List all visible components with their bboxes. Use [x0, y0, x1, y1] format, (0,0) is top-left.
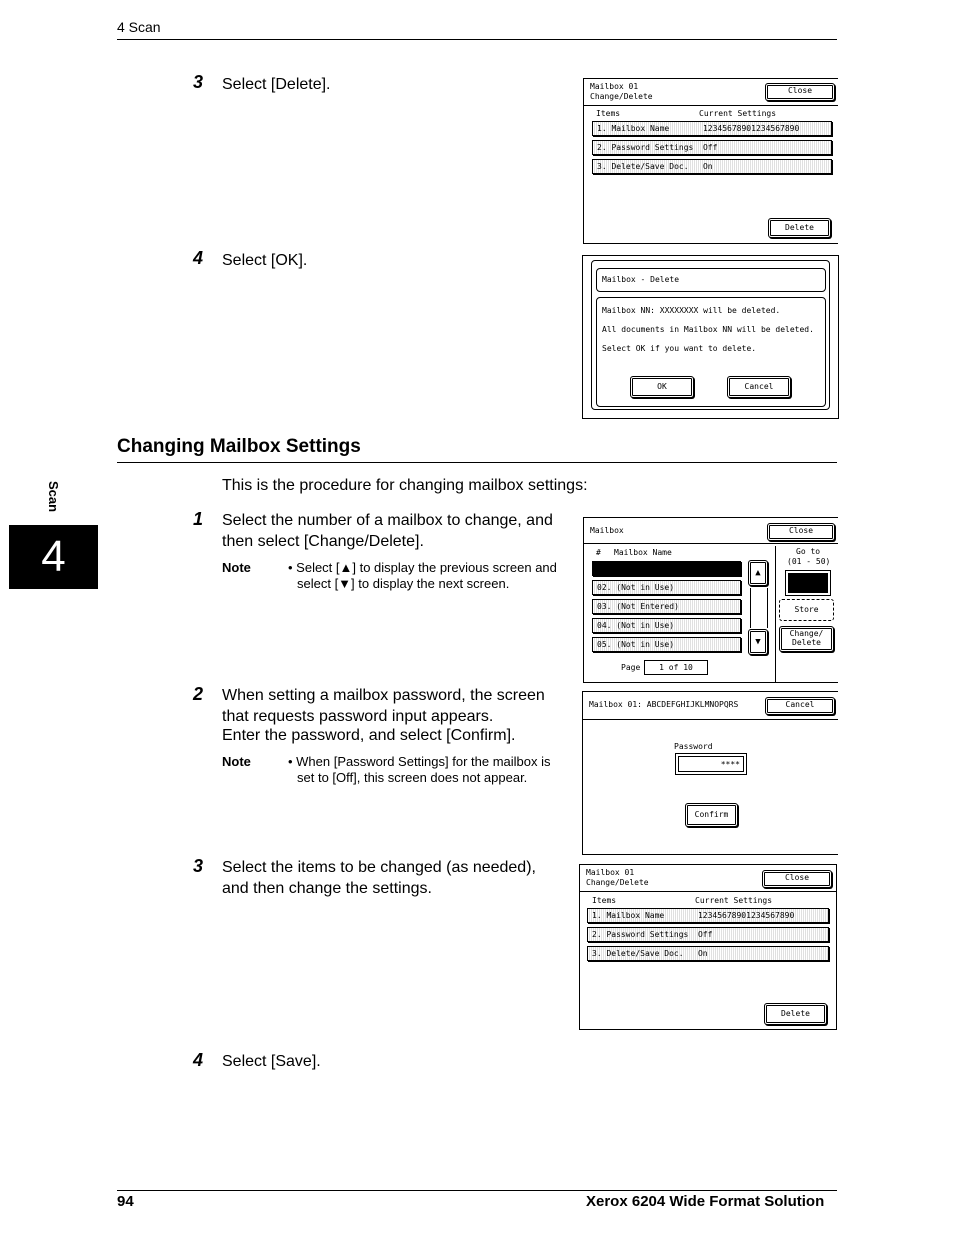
password-input[interactable]: ****	[675, 753, 747, 775]
dialog-title: Mailbox - Delete	[602, 275, 680, 284]
step-text: Enter the password, and select [Confirm].	[222, 727, 516, 744]
side-chapter-label: Scan	[46, 481, 61, 513]
page-number: 94	[117, 1193, 134, 1210]
step-number: 4	[193, 248, 204, 268]
footer-rule	[117, 1190, 837, 1191]
change-delete-label: Delete	[792, 638, 821, 647]
settings-row[interactable]: 3. Delete/Save Doc. On	[592, 159, 832, 174]
step-text: and then change the settings.	[222, 880, 432, 897]
password-screen	[582, 691, 838, 855]
step-number: 3	[193, 72, 204, 92]
change-delete-label: Change/	[789, 629, 824, 638]
ok-button[interactable]: OK	[630, 376, 694, 398]
scroll-down-button[interactable]	[748, 629, 768, 655]
delete-button[interactable]: Delete	[768, 218, 831, 238]
note-text: set to [Off], this screen does not appear.	[297, 770, 528, 785]
items-header: Items	[592, 896, 617, 905]
note-text: • When [Password Settings] for the mailbox is	[288, 754, 551, 769]
product-name: Xerox 6204 Wide Format Solution	[586, 1193, 825, 1210]
goto-input[interactable]	[785, 570, 831, 596]
step-text: that requests password input appears.	[222, 708, 494, 725]
step-text: then select [Change/Delete].	[222, 533, 424, 550]
section-intro: This is the procedure for changing mailbox settings:	[222, 477, 588, 494]
dialog-message: Mailbox NN: XXXXXXXX will be deleted.	[602, 306, 781, 315]
current-settings-header: Current Settings	[695, 896, 773, 905]
screen-title: Mailbox 01	[586, 868, 635, 877]
mailbox-list-screen	[583, 517, 838, 683]
dialog-message: Select OK if you want to delete.	[602, 344, 757, 353]
settings-row[interactable]: 1. Mailbox Name 12345678901234567890	[592, 121, 832, 136]
mailbox-row-selected[interactable]	[592, 561, 741, 576]
cancel-button[interactable]: Cancel	[727, 376, 791, 398]
note-text: • Select [▲] to display the previous screen and	[288, 560, 557, 575]
change-delete-screen	[583, 78, 838, 244]
note-text: select [▼] to display the next screen.	[297, 576, 510, 591]
mailbox-row[interactable]: 05. (Not in Use)	[592, 637, 741, 652]
scrollbar-track[interactable]	[750, 588, 768, 628]
screen-subtitle: Change/Delete	[586, 878, 649, 887]
change-delete-button[interactable]	[779, 626, 834, 652]
settings-row[interactable]: 1. Mailbox Name 12345678901234567890	[587, 908, 829, 923]
side-chapter-tab: 4	[9, 525, 98, 589]
items-header: Items	[596, 109, 621, 118]
goto-label: Go to	[796, 547, 821, 556]
mailbox-name-header: Mailbox Name	[614, 548, 672, 557]
running-header: 4 Scan	[117, 19, 161, 35]
note-label: Note	[222, 754, 251, 769]
mailbox-row[interactable]: 02. (Not in Use)	[592, 580, 741, 595]
step-number: 2	[193, 684, 204, 704]
settings-row[interactable]: 2. Password Settings Off	[587, 927, 829, 942]
settings-row[interactable]: 3. Delete/Save Doc. On	[587, 946, 829, 961]
panel-divider	[775, 546, 776, 682]
step-number: 1	[193, 509, 204, 529]
close-button[interactable]: Close	[767, 523, 835, 541]
goto-range: (01 - 50)	[787, 557, 831, 566]
step-text: Select [Delete].	[222, 76, 331, 93]
step-text: Select [OK].	[222, 252, 308, 269]
dialog-message: All documents in Mailbox NN will be deleted.	[602, 325, 814, 334]
step-text: Select the items to be changed (as needed),	[222, 859, 536, 876]
divider	[583, 719, 838, 720]
screen-title: Mailbox 01	[590, 82, 639, 91]
confirm-button[interactable]: Confirm	[685, 803, 738, 827]
page-indicator: 1 of 10	[644, 660, 708, 675]
close-button[interactable]: Close	[765, 83, 835, 101]
dialog-title-box	[596, 268, 826, 292]
change-delete-screen	[579, 864, 837, 1030]
close-button[interactable]: Close	[762, 870, 832, 888]
settings-row[interactable]: 2. Password Settings Off	[592, 140, 832, 155]
section-title: Changing Mailbox Settings	[117, 436, 361, 457]
divider	[584, 543, 838, 544]
up-arrow-icon: ▲	[755, 568, 761, 578]
page-label: Page	[621, 663, 641, 672]
step-text: Select [Save].	[222, 1053, 321, 1070]
delete-button[interactable]: Delete	[764, 1003, 827, 1025]
down-arrow-icon: ▼	[755, 637, 761, 647]
step-text: When setting a mailbox password, the screen	[222, 687, 545, 704]
note-label: Note	[222, 560, 251, 575]
divider	[584, 105, 838, 106]
divider	[580, 891, 836, 892]
step-number: 3	[193, 856, 204, 876]
dialog-message-box	[596, 297, 826, 407]
store-button[interactable]: Store	[779, 599, 834, 621]
mailbox-row[interactable]: 04. (Not in Use)	[592, 618, 741, 633]
password-label: Password	[674, 742, 713, 751]
screen-title: Mailbox	[590, 526, 624, 535]
scroll-up-button[interactable]	[748, 560, 768, 586]
section-rule	[117, 462, 837, 463]
cancel-button[interactable]: Cancel	[765, 697, 835, 715]
screen-title: Mailbox 01: ABCDEFGHIJKLMNOPQRS	[589, 700, 739, 709]
step-number: 4	[193, 1050, 204, 1070]
current-settings-header: Current Settings	[699, 109, 777, 118]
number-header: #	[596, 548, 601, 557]
header-rule	[117, 39, 837, 40]
screen-subtitle: Change/Delete	[590, 92, 653, 101]
delete-confirm-screen	[582, 255, 839, 419]
mailbox-row[interactable]: 03. (Not Entered)	[592, 599, 741, 614]
step-text: Select the number of a mailbox to change, and	[222, 512, 553, 529]
